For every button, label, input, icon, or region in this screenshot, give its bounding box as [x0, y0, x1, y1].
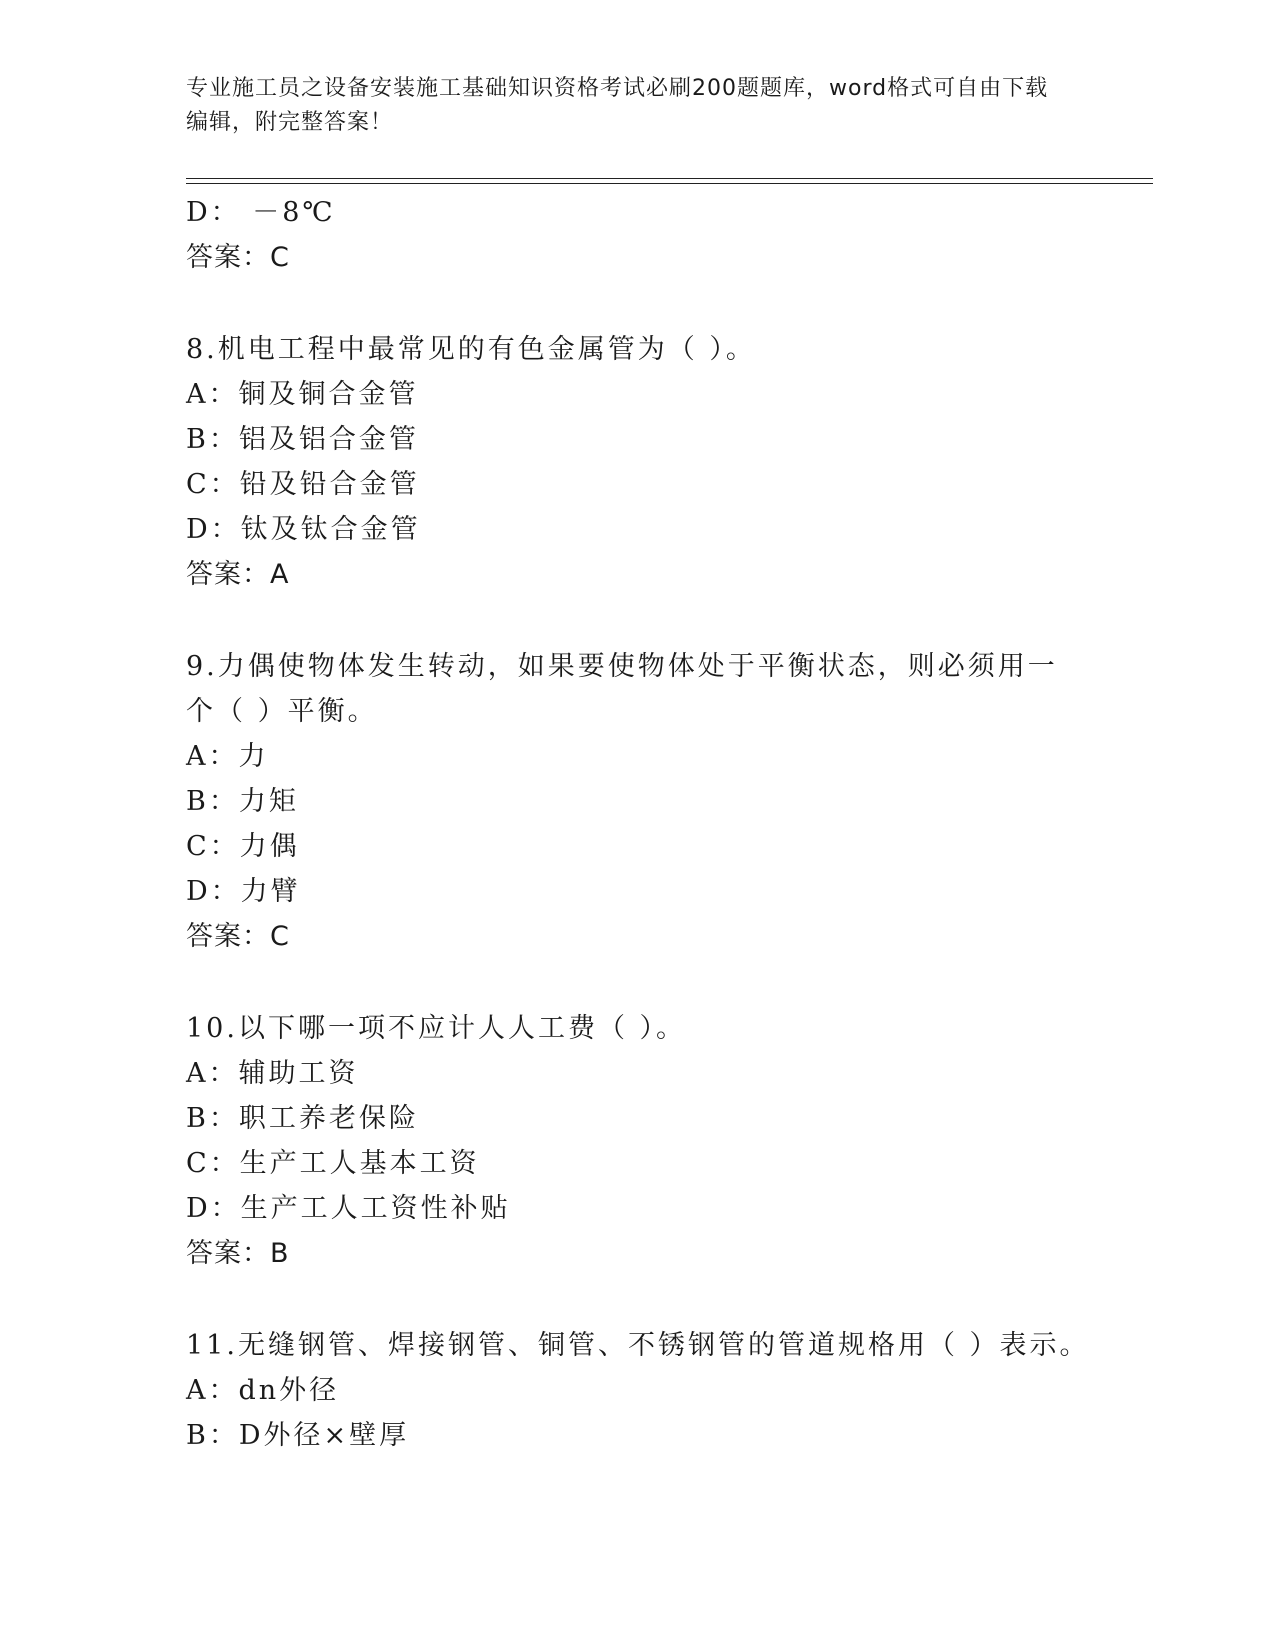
- option-d: D：生产工人工资性补贴: [186, 1193, 511, 1224]
- question-stem: 8.机电工程中最常见的有色金属管为（ ）。: [186, 334, 756, 365]
- page-header: 专业施工员之设备安装施工基础知识资格考试必刷200题题库，word格式可自由下载编辑，附完整答案！: [186, 76, 1049, 135]
- option-b: B：力矩: [186, 786, 299, 817]
- question-stem: 10.以下哪一项不应计人人工费（ ）。: [186, 1013, 687, 1044]
- answer-line: 答案：B: [186, 1238, 290, 1269]
- answer-line: 答案：A: [186, 559, 290, 590]
- option-c: C：生产工人基本工资: [186, 1148, 480, 1179]
- option-b: B：职工养老保险: [186, 1103, 419, 1134]
- question-stem: 9.力偶使物体发生转动，如果要使物体处于平衡状态，则必须用一个（ ）平衡。: [186, 651, 1058, 727]
- header-divider-bottom: [186, 183, 1153, 184]
- option-a: A：辅助工资: [186, 1058, 359, 1089]
- option-b: B：D外径×壁厚: [186, 1420, 410, 1451]
- option-b: B：铝及铝合金管: [186, 424, 419, 455]
- question-list: [186, 190, 1146, 1458]
- option-d: D：钛及钛合金管: [186, 514, 421, 545]
- option-a: A：dn外径: [186, 1375, 340, 1406]
- option-d: D：力臂: [186, 876, 301, 907]
- answer-line: 答案：C: [186, 921, 290, 952]
- header-divider-top: [186, 178, 1153, 179]
- option-d: D： －8℃: [186, 197, 336, 228]
- option-c: C：力偶: [186, 831, 300, 862]
- option-a: A：铜及铜合金管: [186, 379, 419, 410]
- question-stem: 11.无缝钢管、焊接钢管、铜管、不锈钢管的管道规格用（ ）表示。: [186, 1330, 1090, 1361]
- option-c: C：铅及铅合金管: [186, 469, 420, 500]
- option-a: A：力: [186, 741, 269, 772]
- answer-line: 答案：C: [186, 242, 290, 273]
